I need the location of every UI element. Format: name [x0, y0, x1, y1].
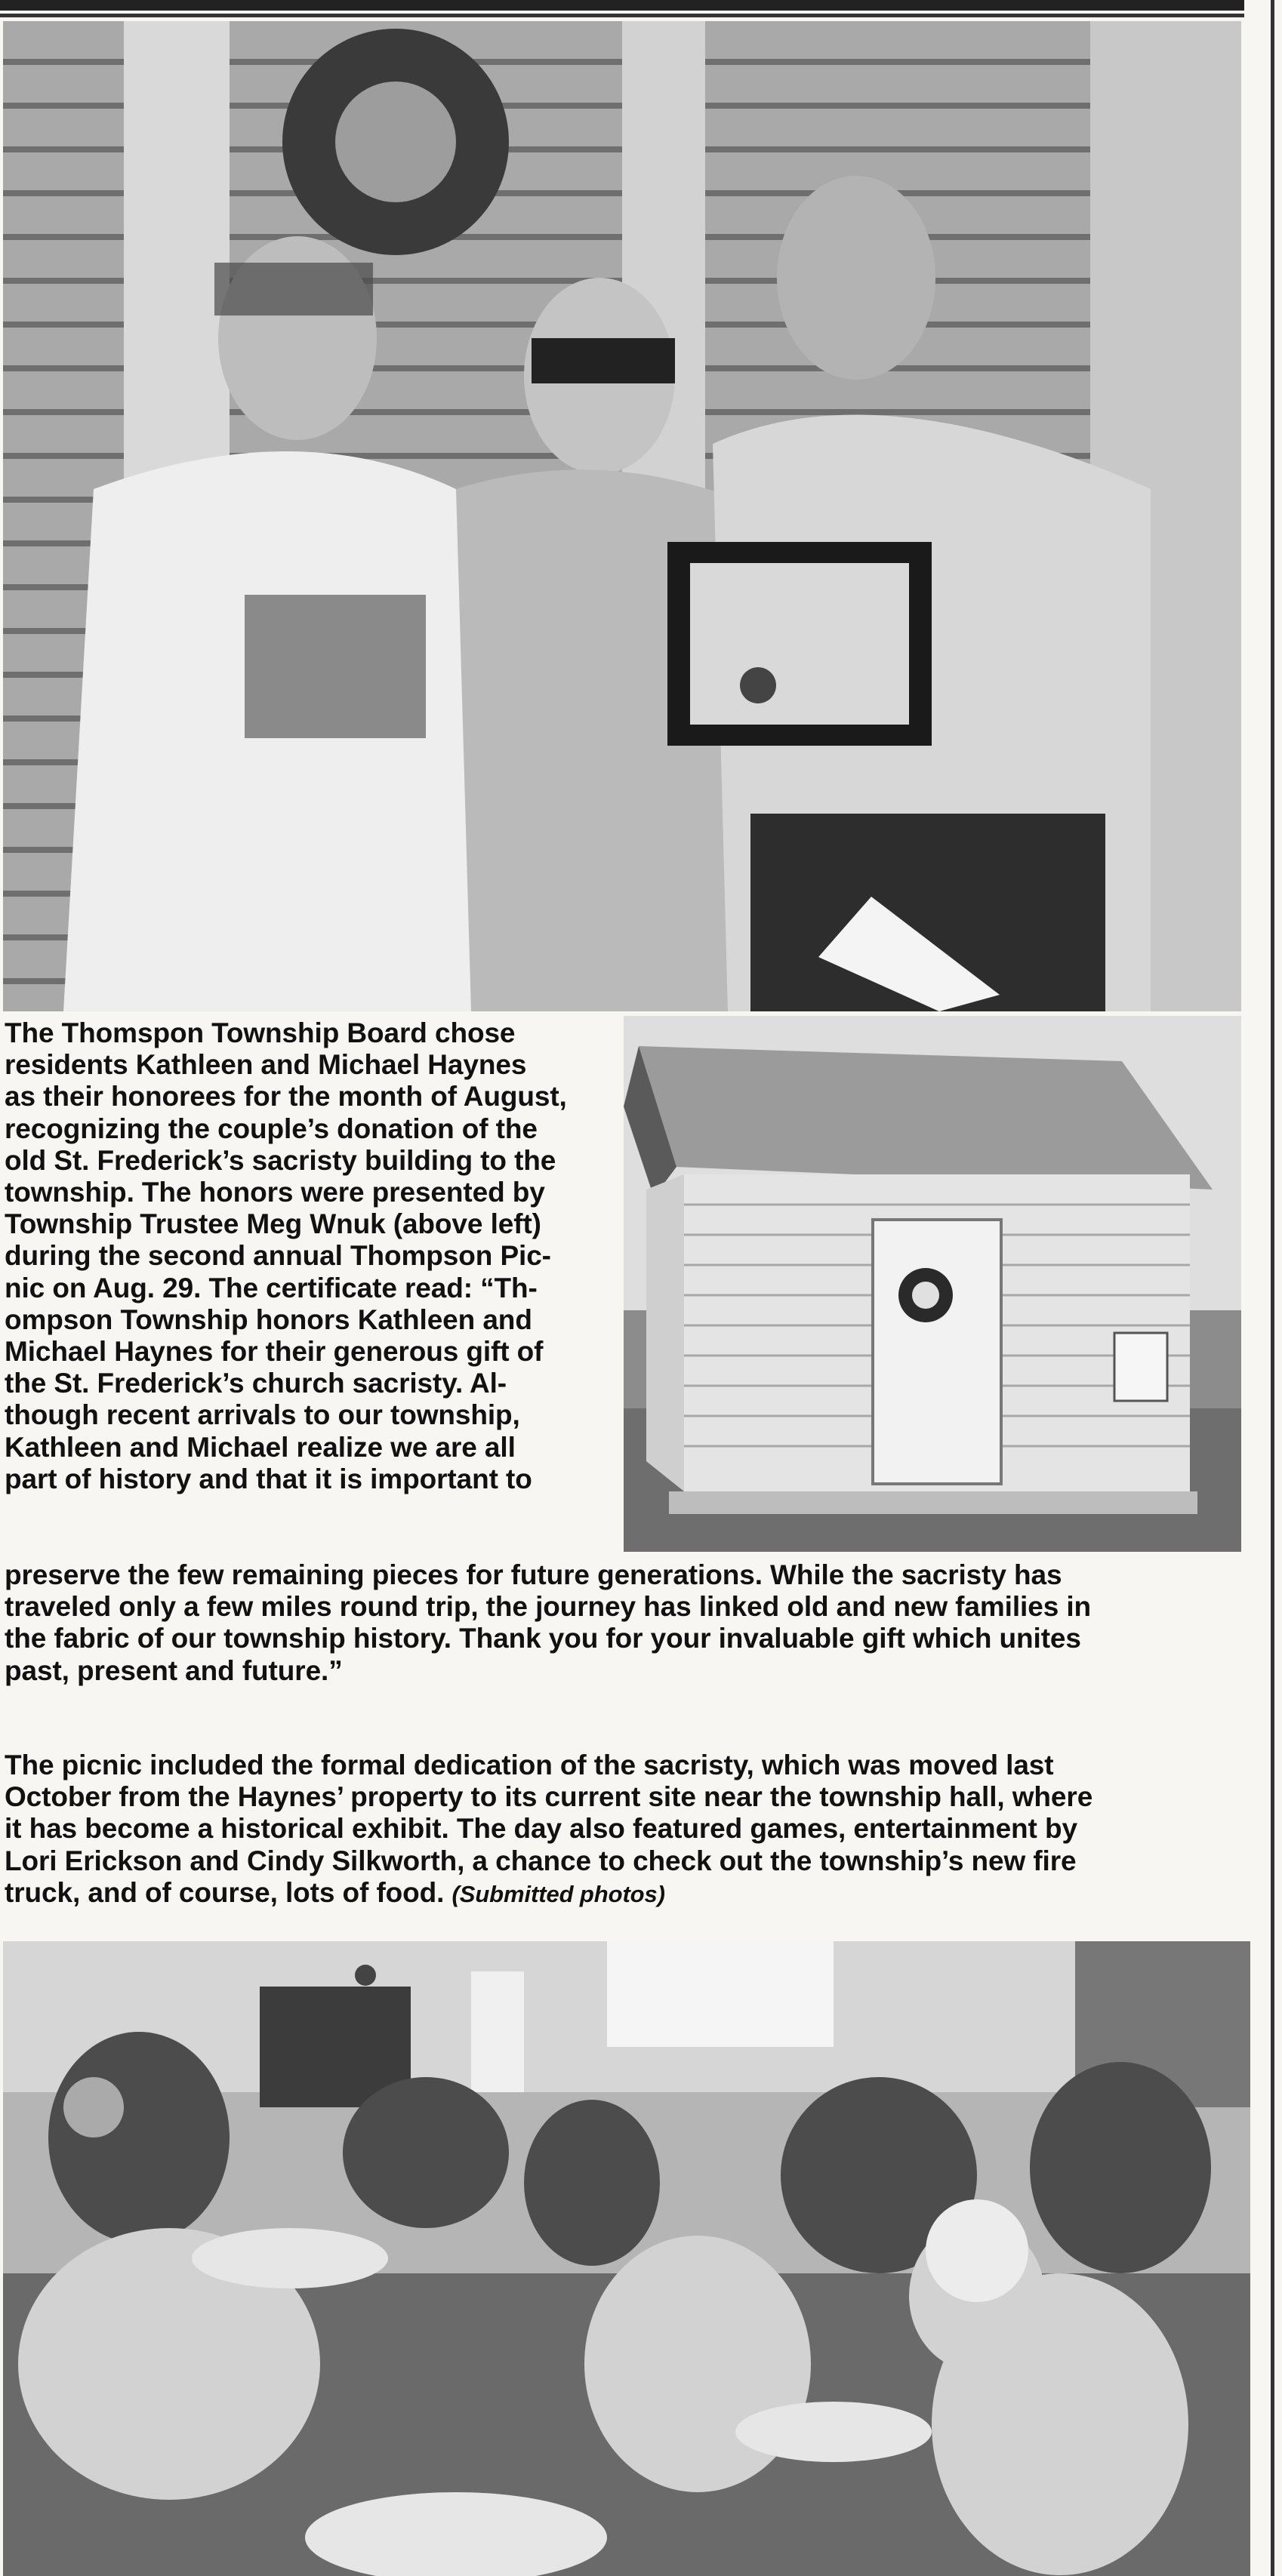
honorees-photo — [3, 21, 1241, 1011]
caption-line: preserve the few remaining pieces for future generations. While the sacristy has — [5, 1559, 1062, 1590]
photo-credit: (Submitted photos) — [451, 1880, 665, 1907]
caption-line: though recent arrivals to our township, — [5, 1399, 520, 1431]
caption-line: during the second annual Thompson Pic- — [5, 1240, 551, 1272]
picnic-paragraph — [5, 1750, 1243, 1910]
caption-continuation — [5, 1559, 1243, 1687]
caption-line: past, present and future.” — [5, 1654, 343, 1686]
caption-line: residents Kathleen and Michael Haynes — [5, 1049, 527, 1081]
caption-line — [5, 1877, 1243, 1910]
caption-line: it has become a historical exhibit. The day also featured games, entertainment by — [5, 1813, 1077, 1845]
caption-line: Township Trustee Meg Wnuk (above left) — [5, 1208, 541, 1240]
caption-line: the St. Frederick’s church sacristy. Al- — [5, 1368, 507, 1399]
caption-line: Lori Erickson and Cindy Silkworth, a chance to check out the township’s new fire — [5, 1845, 1077, 1876]
sacristy-photo — [624, 1016, 1241, 1552]
caption-line: ompson Township honors Kathleen and — [5, 1303, 532, 1335]
page-top-border — [0, 0, 1282, 11]
caption-last-line: truck, and of course, lots of food. — [5, 1876, 445, 1908]
caption-column — [5, 1017, 615, 1495]
caption-line: recognizing the couple’s donation of the — [5, 1113, 538, 1144]
caption-line: The Thomspon Township Board chose — [5, 1017, 516, 1048]
caption-line: The picnic included the formal dedication of the sacristy, which was moved last — [5, 1750, 1054, 1780]
caption-line: as their honorees for the month of August, — [5, 1081, 567, 1113]
caption-line: Kathleen and Michael realize we are all — [5, 1431, 516, 1463]
caption-line: the fabric of our township history. Thank you for your invaluable gift which unites — [5, 1623, 1081, 1654]
caption-line: township. The honors were presented by — [5, 1177, 545, 1208]
caption-line: Michael Haynes for their generous gift of — [5, 1336, 544, 1368]
caption-line: part of history and that it is important to — [5, 1463, 532, 1494]
caption-line: October from the Haynes’ property to its current site near the township hall, where — [5, 1781, 1093, 1813]
picnic-photo — [3, 1941, 1250, 2576]
caption-line: old St. Frederick’s sacristy building to the — [5, 1144, 556, 1176]
caption-line: nic on Aug. 29. The certificate read: “Th- — [5, 1272, 538, 1303]
caption-line: traveled only a few miles round trip, the journey has linked old and new families in — [5, 1591, 1092, 1623]
